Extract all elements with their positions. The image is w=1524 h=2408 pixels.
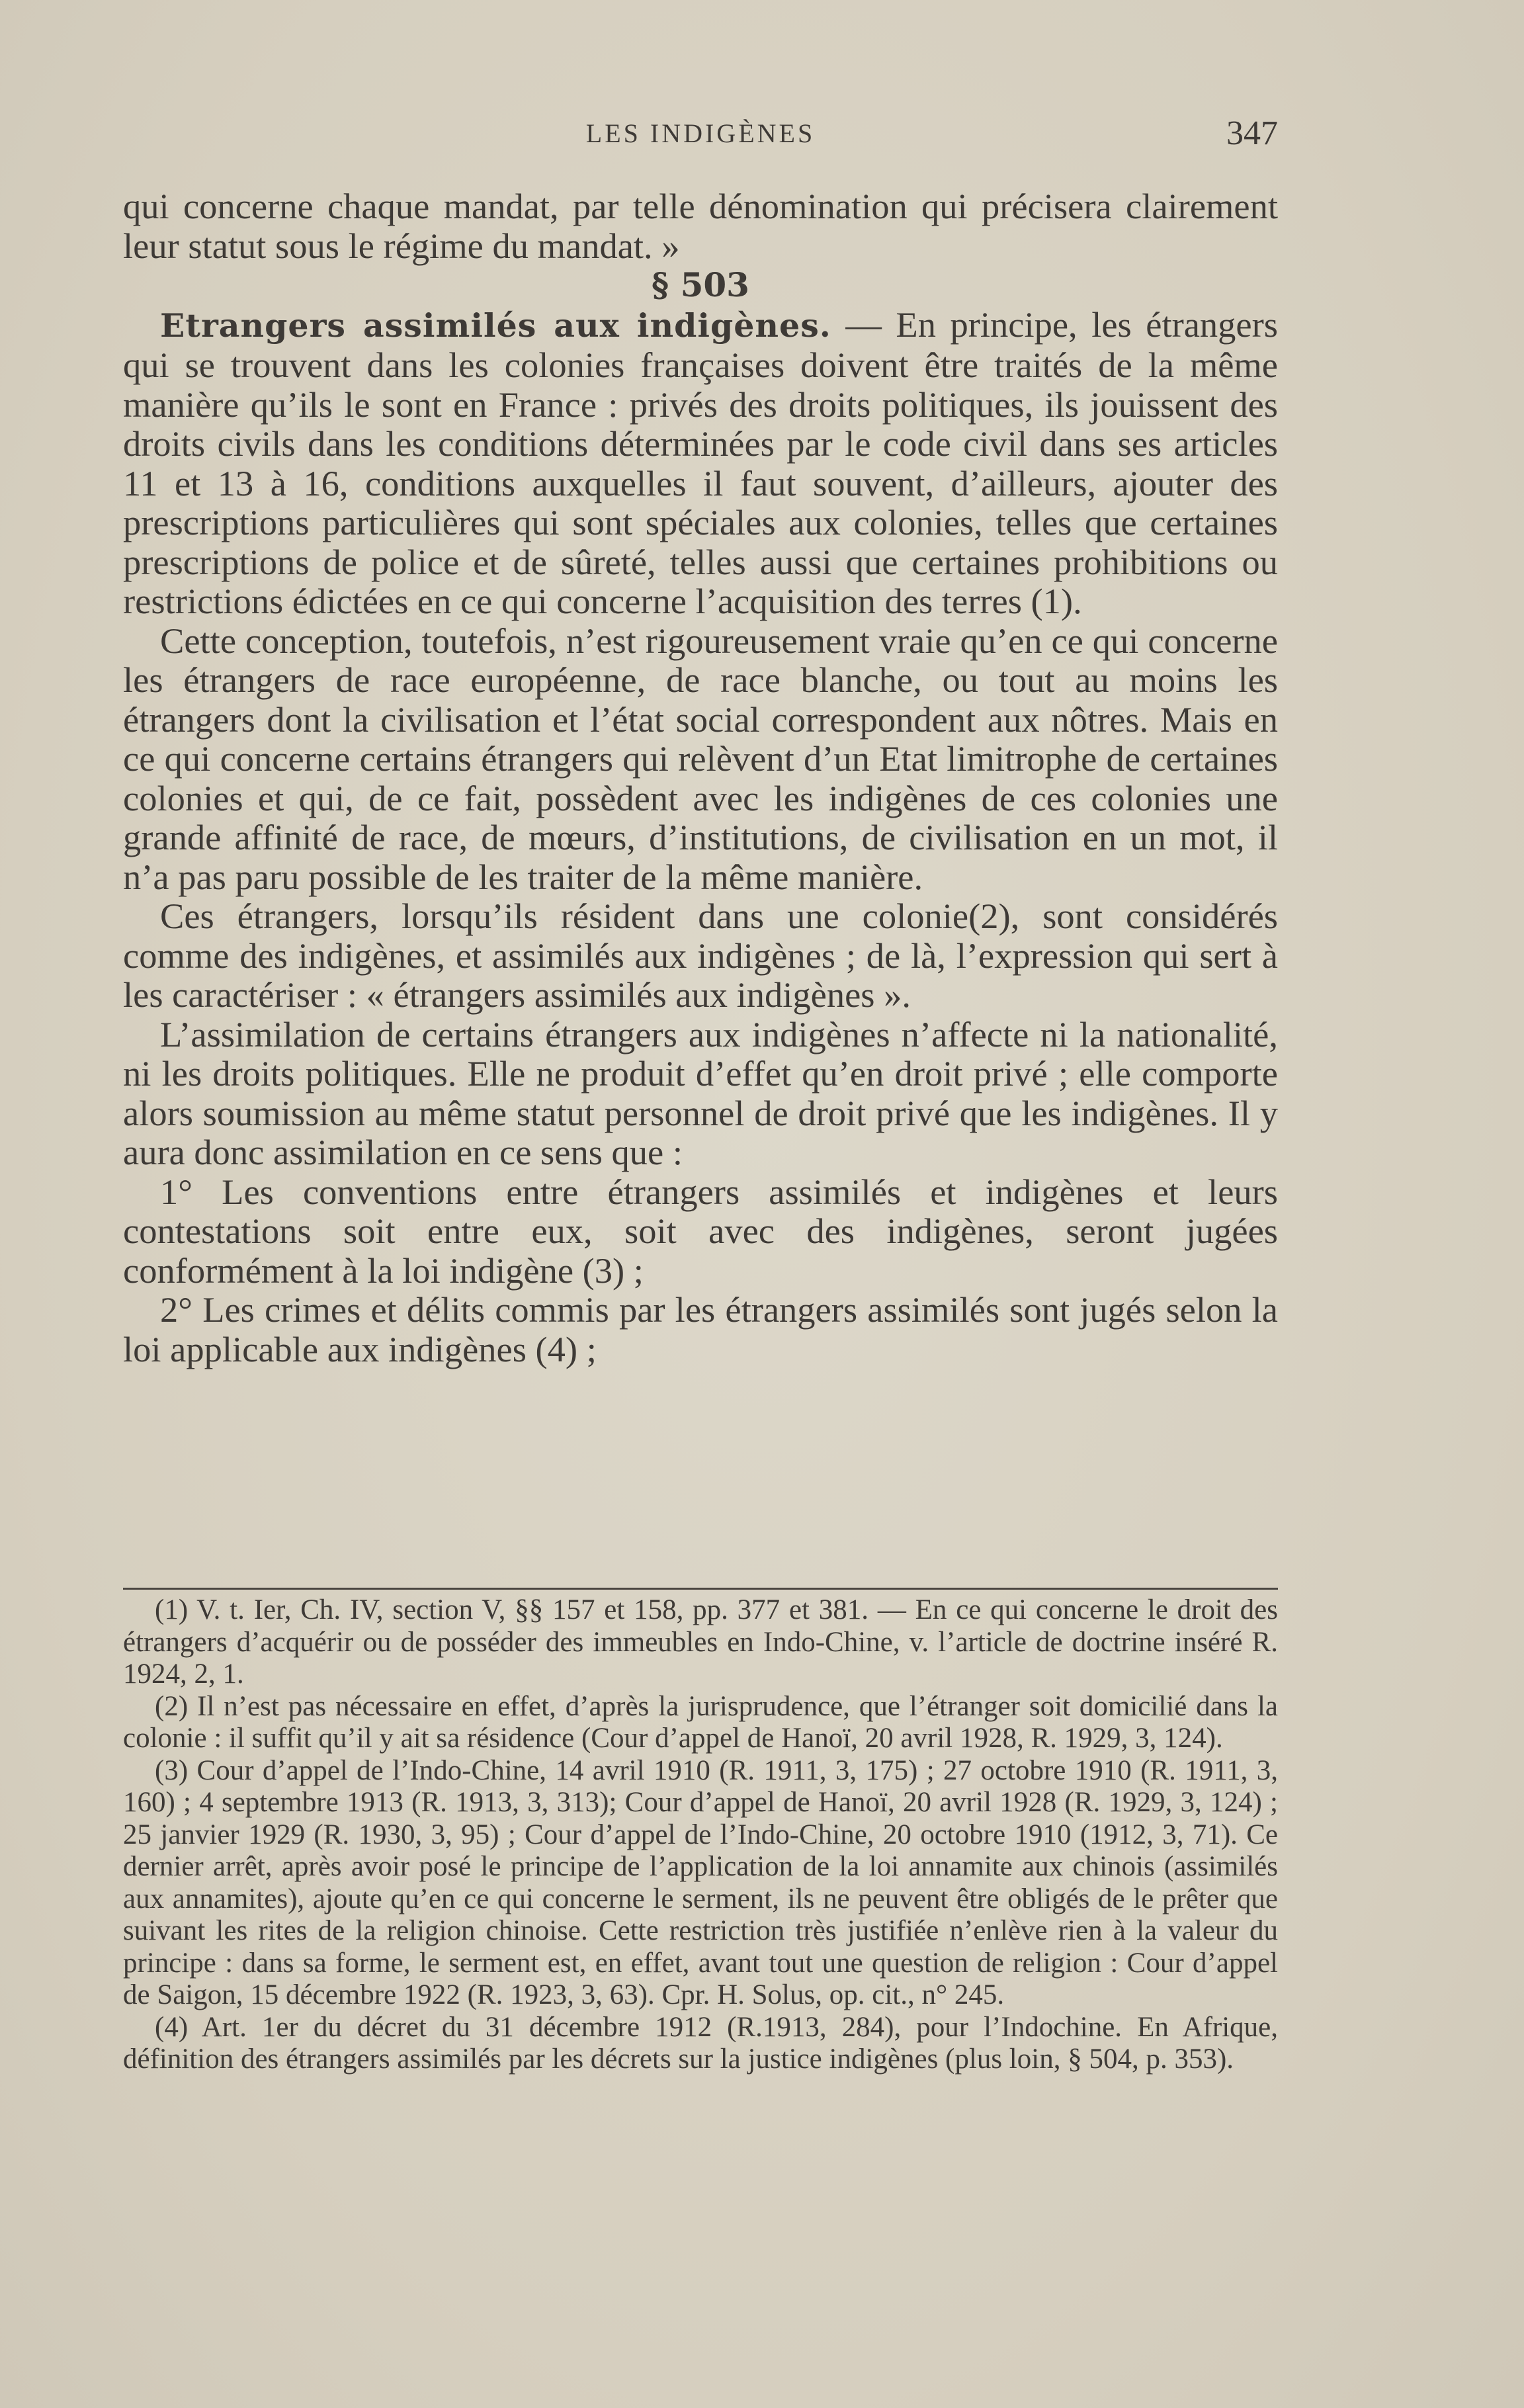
section-heading: Etrangers assimilés aux indigènes.	[160, 306, 831, 345]
footnote: (1) V. t. Ier, Ch. IV, section V, §§ 157 et 158, pp. 377 et 381. — En ce qui concerne le droit des étrangers d’acquérir ou de posséder des immeubles en Indo-Chine, v. l’article de doctrine inséré R. 1924, 2, 1.	[123, 1594, 1278, 1690]
paragraph-continuation: qui concerne chaque mandat, par telle dénomination qui précisera clairement leur statut sous le régime du mandat. »	[123, 186, 1278, 266]
footnote: (3) Cour d’appel de l’Indo-Chine, 14 avril 1910 (R. 1911, 3, 175) ; 27 octobre 1910 (R. 1911, 3, 160) ; 4 septembre 1913 (R. 1913, 3, 313); Cour d’appel de Hanoï, 20 avril 1928 (R. 1929, 3, 124) ; 25 janvier 1929 (R. 1930, 3, 95) ; Cour d’appel de l’Indo-Chine, 20 octobre 1910 (1912, 3, 71). Ce dernier arrêt, après avoir posé le principe de l’application de la loi annamite aux chinois (assimilés aux annamites), ajoute qu’en ce qui concerne le serment, ils ne peuvent être obligés de le prêter que suivant les rites de la religion chinoise. Cette restriction très justifiée n’enlève rien à la valeur du principe : dans sa forme, le serment est, en effet, avant tout une question de religion : Cour d’appel de Saigon, 15 décembre 1922 (R. 1923, 3, 63). Cpr. H. Solus, op. cit., n° 245.	[123, 1754, 1278, 2010]
page-number: 347	[1226, 114, 1278, 152]
footnote-rule	[123, 1588, 1278, 1590]
paragraph: Cette conception, toutefois, n’est rigoureusement vraie qu’en ce qui concerne les étrangers de race européenne, de race blanche, ou tout au moins les étrangers dont la civilisation et l’état social correspondent aux nôtres. Mais en ce qui concerne certains étrangers qui relèvent d’un Etat limitrophe de certaines colonies et qui, de ce fait, possèdent avec les indigènes de ces colonies une grande affinité de race, de mœurs, d’institutions, de civilisation en un mot, il n’a pas paru possible de les traiter de la même manière.	[123, 620, 1278, 897]
paragraph: L’assimilation de certains étrangers aux indigènes n’affecte ni la nationalité, ni les droits politiques. Elle ne produit d’effet qu’en droit privé ; elle comporte alors soumission au même statut personnel de droit privé que les indigènes. Il y aura donc assimilation en ce sens que :	[123, 1013, 1278, 1172]
list-item: 1° Les conventions entre étrangers assimilés et indigènes et leurs contestations soit entre eux, soit avec des indigènes, seront jugées conformément à la loi indigène (3) ;	[123, 1171, 1278, 1291]
list-item: 2° Les crimes et délits commis par les étrangers assimilés sont jugés selon la loi applicable aux indigènes (4) ;	[123, 1289, 1278, 1369]
section-number: § 503	[652, 265, 749, 304]
footnote: (2) Il n’est pas nécessaire en effet, d’après la jurisprudence, que l’étranger soit domicilié dans la colonie : il suffit qu’il y ait sa résidence (Cour d’appel de Hanoï, 20 avril 1928, R. 1929, 3, 124).	[123, 1690, 1278, 1754]
section-intro-text: — En principe, les étrangers qui se trouvent dans les colonies françaises doivent être traités de la même manière qu’ils le sont en France : privés des droits politiques, ils jouissent des droits civils dans les conditions déterminées par le code civil dans ses articles 11 et 13 à 16, conditions auxquelles il faut souvent, d’ailleurs, ajouter des prescriptions particulières qui sont spéciales aux colonies, telles que certaines prescriptions de police et de sûreté, telles aussi que certaines prohibitions ou restrictions édictées en ce qui concerne l’acquisition des terres (1).	[123, 304, 1278, 621]
footnotes	[123, 1594, 1278, 2076]
paragraph: Ces étrangers, lorsqu’ils résident dans une colonie(2), sont considérés comme des indigènes, et assimilés aux indigènes ; de là, l’expression qui sert à les caractériser : « étrangers assimilés aux indigènes ».	[123, 896, 1278, 1015]
footnote: (4) Art. 1er du décret du 31 décembre 1912 (R.1913, 284), pour l’Indochine. En Afrique, définition des étrangers assimilés par les décrets sur la justice indigènes (plus loin, § 504, p. 353).	[123, 2011, 1278, 2075]
main-text	[123, 187, 1278, 1369]
running-title: LES INDIGÈNES	[585, 118, 816, 148]
paragraph-section-intro	[123, 305, 1278, 621]
running-head	[123, 114, 1278, 160]
